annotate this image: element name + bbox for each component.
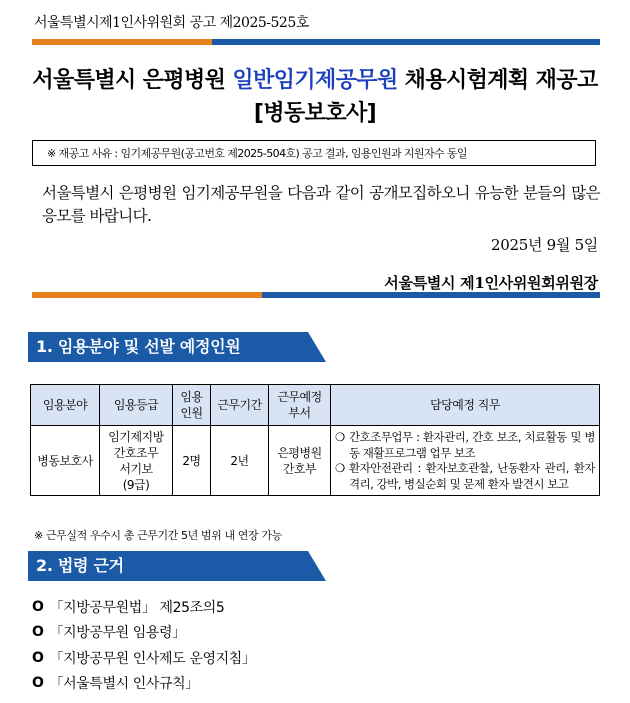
cell-dept: 은평병원 간호부 (269, 426, 331, 496)
cell-count: 2명 (173, 426, 211, 496)
table-footnote: ※ 근무실적 우수시 총 근무기간 5년 범위 내 연장 가능 (34, 529, 282, 542)
cell-field: 병동보호사 (31, 426, 100, 496)
notice-number: 서울특별시제1인사위원회 공고 제2025-525호 (34, 15, 309, 31)
legal-basis-list (32, 594, 255, 696)
signer: 서울특별시 제1인사위원회위원장 (384, 274, 598, 292)
intro-paragraph: 서울특별시 은평병원 임기제공무원을 다음과 같이 공개모집하오니 유능한 분들의 많은 응모를 바랍니다. (42, 184, 600, 225)
table-row (31, 426, 600, 496)
top-blue-bar (212, 39, 600, 45)
title-suffix: 채용시험계획 재공고 (404, 68, 598, 93)
col-header-grade: 임용등급 (100, 385, 173, 426)
law-text: 「서울특별시 인사규칙」 (49, 676, 199, 693)
circle-bullet-icon: ❍ (335, 430, 345, 444)
table-header-row (31, 385, 600, 426)
col-header-duties: 담당예정 직무 (331, 385, 600, 426)
duty-text: 환자안전관리 : 환자보호관찰, 난동환자 관리, 환자 격리, 강박, 병실순회 및 문제 환자 발견시 보고 (349, 461, 595, 491)
page-title (0, 63, 630, 94)
title-highlight: 일반임기제공무원 (232, 68, 398, 93)
duty-item (335, 461, 595, 492)
recruitment-table (30, 384, 600, 496)
law-text: 「지방공무원 인사제도 운영지침」 (49, 650, 256, 667)
bullet-icon: O (32, 649, 44, 666)
announcement-date: 2025년 9월 5일 (491, 236, 598, 254)
duty-item (335, 430, 595, 461)
section-2-title: 2. 법령 근거 (36, 556, 124, 575)
bullet-icon: O (32, 675, 44, 692)
cell-grade: 임기제지방 간호조무 서기보 (9급) (100, 426, 173, 496)
col-header-period: 근무기간 (211, 385, 269, 426)
section-1-heading (28, 332, 328, 362)
circle-bullet-icon: ❍ (335, 461, 345, 475)
list-item (32, 645, 255, 671)
bullet-icon: O (32, 598, 44, 615)
duty-text: 간호조무업무 : 환자관리, 간호 보조, 치료활동 및 병동 재활프로그램 업무 보조 (349, 430, 595, 460)
list-item (32, 671, 255, 697)
law-text: 「지방공무원법」 제25조의5 (49, 599, 225, 616)
bullet-icon: O (32, 624, 44, 641)
page-subtitle: [병동보호사] (253, 101, 377, 126)
col-header-dept: 근무예정 부서 (269, 385, 331, 426)
cell-duties (331, 426, 600, 496)
mid-orange-bar (32, 292, 262, 298)
section-2-heading (28, 551, 328, 581)
cell-period: 2년 (211, 426, 269, 496)
law-text: 「지방공무원 임용령」 (49, 625, 186, 642)
col-header-field: 임용분야 (31, 385, 100, 426)
section-1-title: 1. 임용분야 및 선발 예정인원 (36, 337, 241, 356)
reannounce-reason-box: ※ 재공고 사유 : 임기제공무원(공고번호 제2025-504호) 공고 결과, 임용인원과 지원자수 동일 (32, 140, 596, 166)
top-orange-bar (32, 39, 212, 45)
list-item (32, 620, 255, 646)
mid-blue-bar (262, 292, 600, 298)
col-header-count: 임용 인원 (173, 385, 211, 426)
title-prefix: 서울특별시 은평병원 (32, 68, 226, 93)
list-item (32, 594, 255, 620)
